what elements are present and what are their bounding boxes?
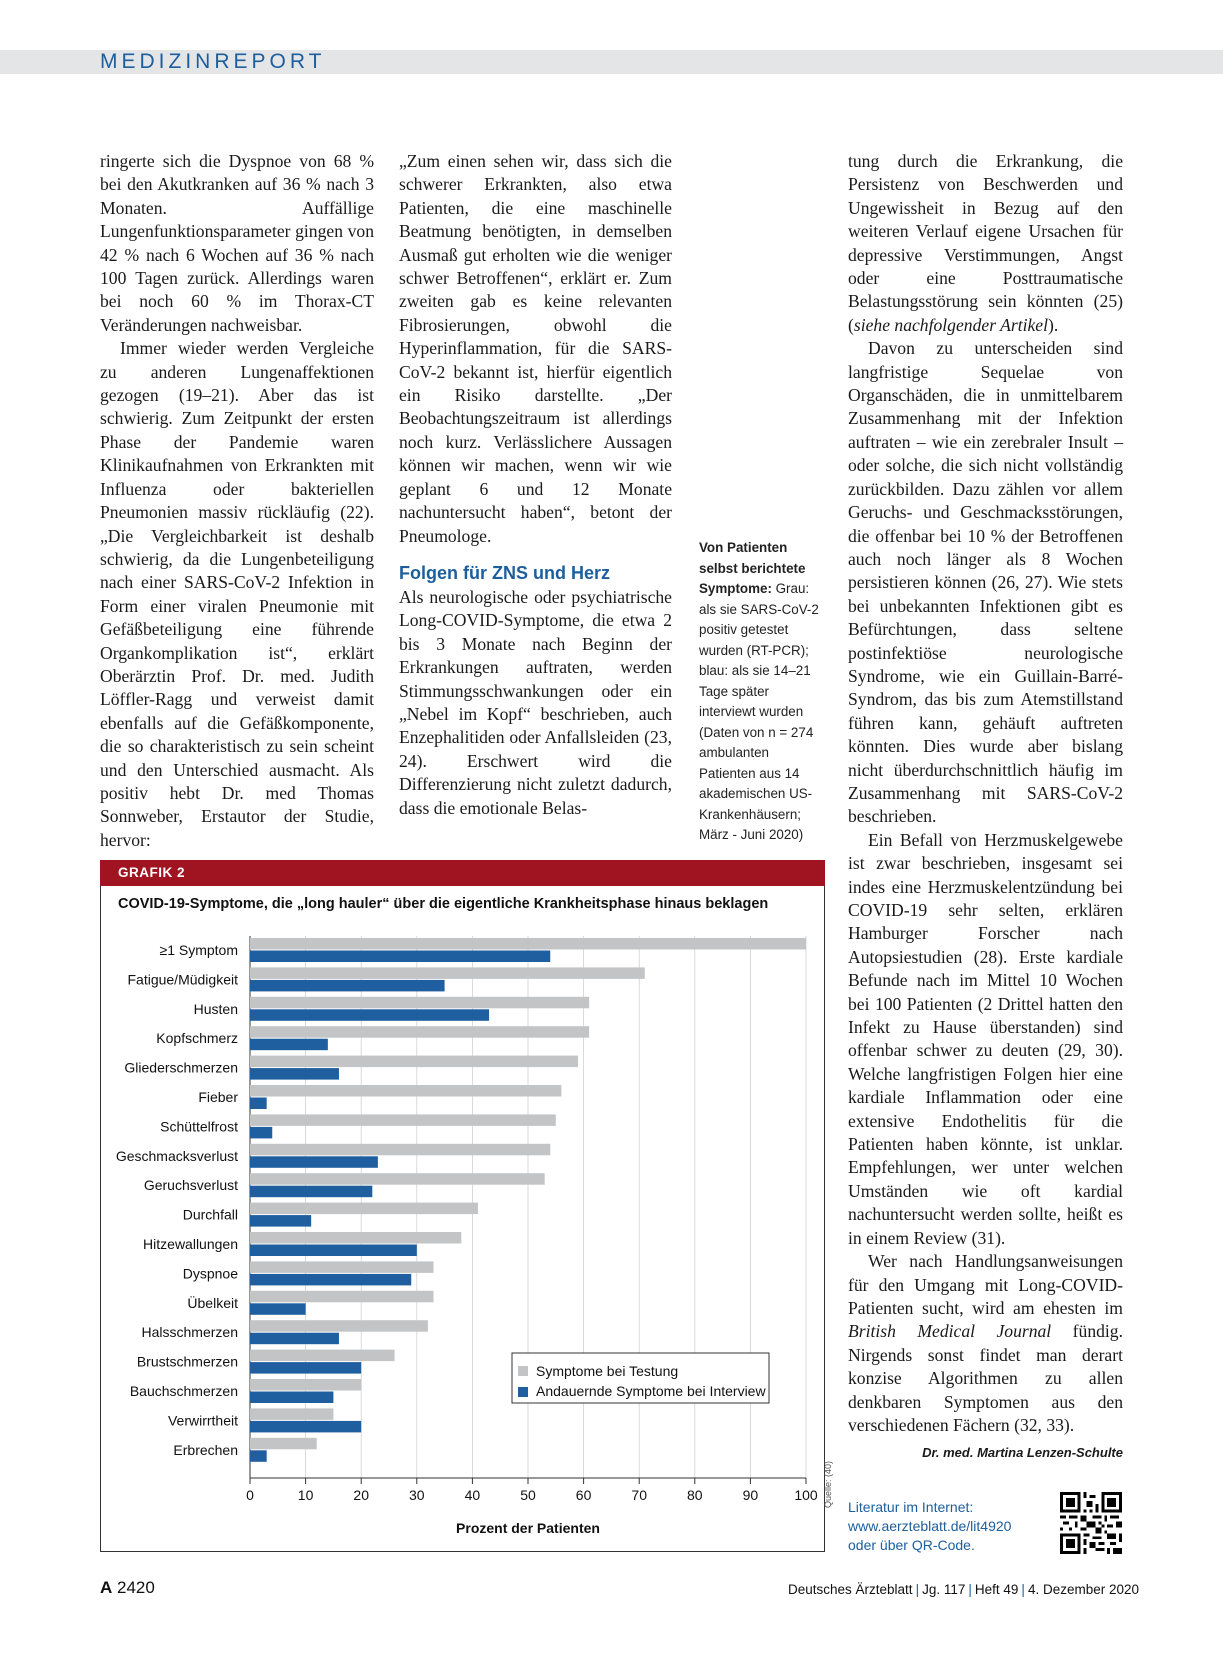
bar-interview [250, 1068, 339, 1080]
category-label: Durchfall [182, 1206, 238, 1223]
paragraph: ringerte sich die Dyspnoe von 68 % bei den Akutkranken auf 36 % nach 3 Monaten. Auffällige Lungenfunktionsparameter gingen von 42 % nach 6 Wochen auf 36 % nach 100 Tagen zurück. Allerdings waren bei noch 60 % im Thorax-CT Veränderungen nachweisbar. [100, 151, 374, 335]
category-label: Schüttelfrost [160, 1118, 238, 1135]
tick-label: 60 [575, 1487, 592, 1503]
journal-date: 4. Dezember 2020 [1027, 1582, 1140, 1597]
tick-label: 40 [464, 1487, 481, 1503]
literature-note [848, 1498, 1011, 1555]
bar-interview [250, 1039, 328, 1051]
category-label: Halsschmerzen [141, 1324, 238, 1341]
subheading: Folgen für ZNS und Herz [399, 562, 610, 583]
legend-swatch-gray [518, 1366, 528, 1376]
text-column-3 [848, 150, 1123, 1437]
chart-legend [512, 1353, 769, 1403]
category-label: Fatigue/Müdigkeit [127, 971, 238, 988]
section-header: MEDIZINREPORT [100, 50, 326, 73]
legend-entry: Andauernde Symptome bei Interview [536, 1383, 766, 1399]
bar-testing [250, 1438, 317, 1450]
bar-testing [250, 1408, 333, 1420]
bar-testing [250, 1085, 561, 1097]
bar-chart [100, 920, 820, 1540]
paragraph: Als neurologische oder psychiatrische Long-COVID-Symptome, die etwa 2 bis 3 Monate nach Beginn der Erkrankungen auftraten, werden Stimmungsschwankungen oder ein „Nebel im Kopf“ beschrieben, auch Enzephalitiden oder Anfallsleiden (23, 24). Erschwert wird die Differenzierung nicht zuletzt dadurch, dass die emotionale Belas- [399, 586, 672, 818]
literature-line: Literatur im Internet: [848, 1499, 974, 1515]
bar-testing [250, 1144, 550, 1156]
literature-line: oder über QR-Code. [848, 1537, 975, 1553]
page-number: A 2420 [100, 1578, 155, 1597]
figure-label: GRAFIK 2 [100, 860, 825, 886]
bar-testing [250, 938, 806, 950]
bar-interview [250, 1362, 361, 1374]
bar-testing [250, 1203, 478, 1215]
chart-ticks [246, 1478, 818, 1503]
category-label: Geschmacksverlust [115, 1147, 238, 1164]
category-label: Hitzewallungen [143, 1236, 238, 1252]
category-label: Bauchschmerzen [129, 1383, 238, 1399]
category-label: Kopfschmerz [156, 1030, 238, 1047]
bar-testing [250, 1173, 545, 1185]
x-axis-label: Prozent der Patienten [456, 1520, 600, 1536]
category-label: ≥1 Symptom [159, 942, 238, 958]
legend-entry: Symptome bei Testung [536, 1363, 679, 1379]
figure-source: Quelle: (40) [823, 1460, 833, 1508]
caption-bold: Von Patienten selbst berichtete Symptome: [699, 540, 806, 596]
bar-interview [250, 1156, 378, 1168]
bar-interview [250, 1186, 372, 1198]
qr-code-icon[interactable] [1060, 1492, 1122, 1554]
bar-interview [250, 1215, 311, 1227]
legend-swatch-blue [518, 1387, 528, 1397]
bar-testing [250, 1114, 556, 1126]
bar-interview [250, 980, 445, 992]
category-label: Übelkeit [187, 1294, 238, 1311]
literature-link[interactable]: www.aerzteblatt.de/lit4920 [848, 1518, 1012, 1534]
bar-testing [250, 1261, 433, 1273]
tick-label: 100 [794, 1487, 818, 1503]
author-name: Dr. med. Martina Lenzen-Schulte [922, 1445, 1123, 1460]
paragraph: Davon zu unterscheiden sind langfristige Sequelae von Organschäden, die in unmittelbarem Zusammenhang mit der Infektion auftraten – wie ein zerebraler Insult – oder solche, die sich nicht vollständig zurückbilden. Dazu zählen vor allem Geruchs- und Geschmacksstörungen, die offenbar bei 10 % der Betroffenen auch noch länger als 8 Wochen persistieren können (26, 27). Wie stets bei unbekannten Infektionen gibt es Befürchtungen, dass seltene postinfektiöse neurologische Syndrome, wie ein Guillain-Barré-Syndrom, das bis zum Atemstillstand führen kann, gehäuft auftreten könnten. Dies wurde aber bislang nicht überdurchschnittlich häufig im Zusammenhang mit SARS-CoV-2 beschrieben. [848, 338, 1123, 827]
paragraph: Immer wieder werden Vergleiche zu anderen Lungenaffektionen gezogen (19–21). Aber das ist schwierig. Zum Zeitpunkt der ersten Phase der Pandemie waren Klinikaufnahmen von Erkrankten mit Influenza oder bakteriellen Pneumonien massiv rückläufig (22). „Die Vergleichbarkeit ist deshalb schwierig, da die Lungenbeteiligung nach einer SARS-CoV-2 Infektion in Form einer viralen Pneumonie mit Gefäßbeteiligung eine führende Organkomplikation ist“, erklärt Oberärztin Prof. Dr. med. Judith Löffler-Ragg und verweist damit ebenfalls auf die Gefäßkomponente, die so charakteristisch zu sein scheint und den Unterschied ausmacht. Als positiv hebt Dr. med Thomas Sonnweber, Erstautor der Studie, hervor: [100, 338, 374, 850]
bar-interview [250, 1421, 361, 1433]
caption-text: Grau: als sie SARS-CoV-2 positiv getestet wurden (RT-PCR); blau: als sie 14–21 Tage später interviewt wurden (Daten von n = 274 ambulanten Patienten aus 14 akademischen US-Krankenhäusern; März - Juni 2020) [699, 581, 819, 842]
tick-label: 70 [631, 1487, 647, 1503]
tick-label: 30 [409, 1487, 425, 1503]
tick-label: 80 [687, 1487, 703, 1503]
bar-testing [250, 1350, 395, 1362]
category-label: Dyspnoe [182, 1265, 238, 1282]
tick-label: 0 [246, 1487, 254, 1503]
journal-name: Deutsches Ärzteblatt [788, 1582, 913, 1597]
category-label: Husten [193, 1000, 238, 1017]
paragraph: tung durch die Erkrankung, die Persistenz von Beschwerden und Ungewissheit in Bezug auf den weiteren Verlauf eigene Ursachen für depressive Verstimmungen, Angst oder eine Posttraumatische Belastungsstörung sein könnten (25) (siehe nachfolgender Artikel). [848, 151, 1123, 335]
journal-volume: Jg. 117 [922, 1582, 966, 1597]
bar-interview [250, 951, 550, 963]
category-label: Verwirrtheit [167, 1412, 238, 1429]
bar-testing [250, 1291, 433, 1303]
bar-testing [250, 1320, 428, 1332]
bar-testing [250, 997, 589, 1009]
category-label: Brustschmerzen [136, 1353, 238, 1370]
category-label: Geruchsverlust [143, 1177, 238, 1194]
paragraph: „Zum einen sehen wir, dass sich die schwerer Erkrankten, also etwa Patienten, die eine maschinelle Beatmung benötigten, in demselben Ausmaß gut erholten wie die weniger schwer Betroffenen“, erklärt er. Zum zweiten gab es keine relevanten Fibrosierungen, obwohl die Hyperinflammation, für die SARS-CoV-2 bekannt ist, hierfür eigentlich ein Risiko darstellte. „Der Beobachtungszeitraum ist allerdings noch kurz. Verlässlichere Aussagen können wir machen, wenn wir wie geplant 6 und 12 Monate nachuntersucht haben“, betont der Pneumologe. [399, 151, 672, 546]
figure-caption [699, 538, 829, 846]
tick-label: 50 [520, 1487, 536, 1503]
tick-label: 90 [742, 1487, 759, 1503]
bar-testing [250, 1379, 361, 1391]
bar-testing [250, 1232, 461, 1244]
bar-interview [250, 1274, 411, 1286]
bar-interview [250, 1392, 333, 1404]
journal-issue: Heft 49 [974, 1582, 1019, 1597]
figure-title: COVID-19-Symptome, die „long hauler“ über die eigentliche Krankheitsphase hinaus beklagen [118, 896, 769, 912]
bar-testing [250, 967, 645, 979]
bar-interview [250, 1303, 306, 1315]
bar-interview [250, 1450, 267, 1462]
bar-interview [250, 1245, 417, 1257]
text-column-1 [100, 150, 374, 852]
bar-interview [250, 1098, 267, 1110]
chart-labels [116, 942, 238, 1458]
category-label: Fieber [198, 1089, 238, 1105]
bar-interview [250, 1009, 489, 1021]
bar-testing [250, 1026, 589, 1038]
journal-footer: Deutsches Ärzteblatt | Jg. 117 | Heft 49 | 4. Dezember 2020 [788, 1582, 1140, 1597]
text-column-2 [399, 150, 672, 820]
paragraph: Wer nach Handlungsanweisungen für den Umgang mit Long-COVID-Patienten sucht, wird am ehesten im British Medical Journal fündig. Nirgends sonst findet man derart konzise Algorithmen zu allen denkbaren Symptomen aus den verschiedenen Fächern (32, 33). [848, 1251, 1123, 1435]
category-label: Gliederschmerzen [124, 1059, 238, 1076]
tick-label: 20 [353, 1487, 369, 1503]
bar-testing [250, 1056, 578, 1068]
paragraph: Ein Befall von Herzmuskelgewebe ist zwar beschrieben, insgesamt sei indes eine Herzmuskelentzündung bei COVID-19 sehr selten, erklären Hamburger Forscher nach Autopsiestudien (28). Erste kardiale Befunde nach im Mittel 10 Wochen bei 100 Patienten (2 Drittel hatten den Infekt zu Hause überstanden) sind offenbar schwer zu deuten (29, 30). Welche langfristigen Folgen hier eine kardiale Inflammation oder eine extensive Endothelitis für die Patienten haben könnte, ist unklar. Empfehlungen, wer unter welchen Umständen wie oft kardial nachuntersucht werden sollte, heißt es in einem Review (31). [848, 829, 1123, 1248]
bar-interview [250, 1127, 272, 1139]
bar-interview [250, 1333, 339, 1345]
category-label: Erbrechen [173, 1441, 238, 1458]
tick-label: 10 [297, 1487, 314, 1503]
